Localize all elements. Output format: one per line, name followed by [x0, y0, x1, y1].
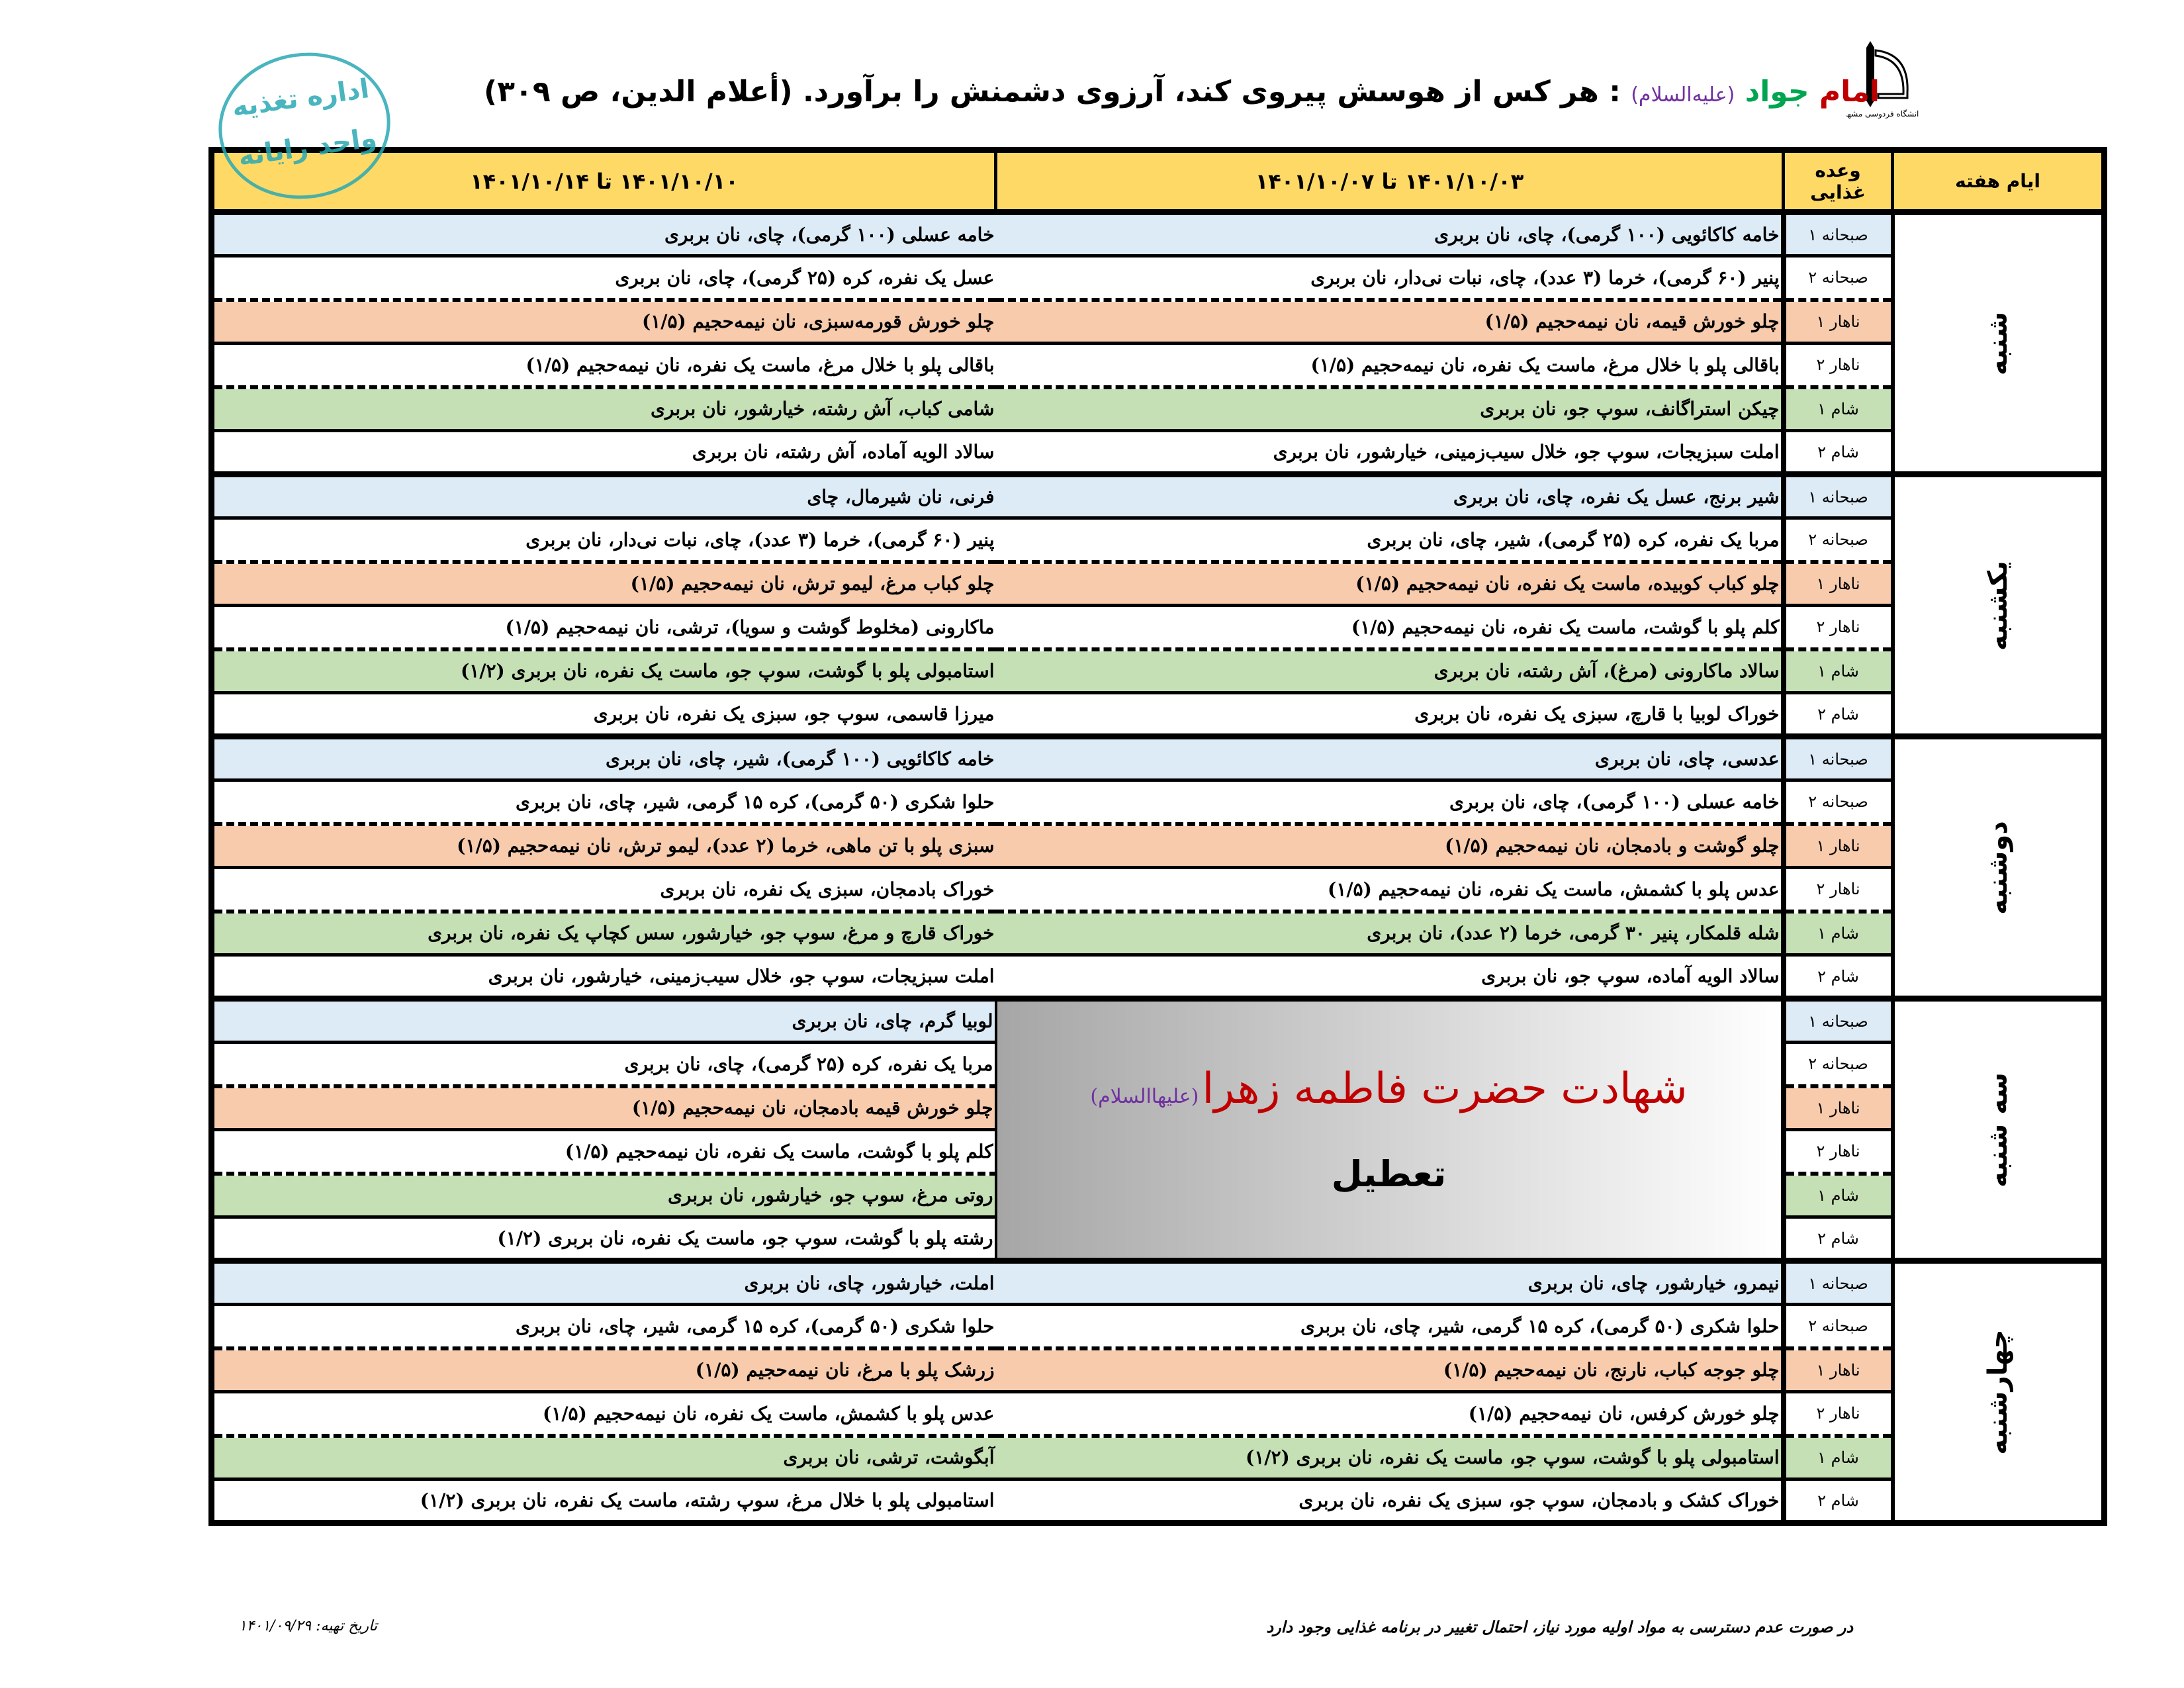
honorific-icon: (علیها‌السلام)	[1090, 1085, 1199, 1108]
menu-cell-week2: ماکارونی (مخلوط گوشت و سویا)، ترشی، نان نیمه‌حجیم (۱/۵)	[212, 606, 996, 649]
menu-cell-week2: خوراک بادمجان، سبزی یک نفره، نان بربری	[212, 868, 996, 912]
menu-cell-week2: مربا یک نفره، کره (۲۵ گرمی)، چای، نان بربری	[212, 1043, 996, 1086]
day-label	[1893, 212, 2105, 475]
imam-label: امام	[1819, 75, 1880, 109]
menu-body	[212, 212, 2105, 1523]
menu-cell-week2: عدس پلو با کشمش، ماست یک نفره، نان نیمه‌حجیم (۱/۵)	[212, 1392, 996, 1436]
meal-row	[212, 1479, 2105, 1523]
meal-label: صبحانه ۱	[1784, 1261, 1893, 1305]
meal-row	[212, 300, 2105, 344]
menu-cell-week1: چلو گوشت و بادمجان، نان نیمه‌حجیم (۱/۵)	[996, 824, 1784, 868]
meal-row	[212, 999, 2105, 1043]
weekly-menu-table	[208, 147, 2107, 1526]
menu-cell-week2: استامبولی پلو با خلال مرغ، سوپ رشته، ماست یک نفره، نان بربری (۱/۲)	[212, 1479, 996, 1523]
menu-cell-week1: خامه کاکائویی (۱۰۰ گرمی)، چای، نان بربری	[996, 212, 1784, 256]
meal-label: ناهار ۲	[1784, 1392, 1893, 1436]
meal-row	[212, 824, 2105, 868]
day-name: شنبه	[1982, 311, 2013, 375]
meal-row	[212, 912, 2105, 955]
day-label	[1893, 1261, 2105, 1523]
menu-cell-week2: عسل یک نفره، کره (۲۵ گرمی)، چای، نان بربری	[212, 256, 996, 300]
meal-label: ناهار ۱	[1784, 562, 1893, 606]
menu-cell-week1: چلو خورش قیمه، نان نیمه‌حجیم (۱/۵)	[996, 300, 1784, 344]
prepared-date: تاریخ تهیه: ۱۴۰۱/۰۹/۲۹	[238, 1618, 377, 1634]
menu-cell-week2: روتی مرغ، سوپ جو، خیارشور، نان بربری	[212, 1174, 996, 1217]
meal-row	[212, 649, 2105, 693]
meal-row	[212, 562, 2105, 606]
meal-label: ناهار ۲	[1784, 606, 1893, 649]
meal-label: صبحانه ۱	[1784, 737, 1893, 780]
footer-note: در صورت عدم دسترسی به مواد اولیه مورد نیاز، احتمال تغییر در برنامه غذایی وجود دارد	[1266, 1618, 1853, 1636]
meal-label: ناهار ۱	[1784, 1348, 1893, 1392]
holiday-block	[996, 999, 1784, 1261]
meal-row	[212, 475, 2105, 518]
menu-cell-week2: سبزی پلو با تن ماهی، خرما (۲ عدد)، لیمو ترش، نان نیمه‌حجیم (۱/۵)	[212, 824, 996, 868]
meal-label: صبحانه ۱	[1784, 999, 1893, 1043]
menu-cell-week1: شیر برنج، عسل یک نفره، چای، نان بربری	[996, 475, 1784, 518]
meal-row	[212, 737, 2105, 780]
meal-label: شام ۱	[1784, 649, 1893, 693]
menu-cell-week1: خوراک لوبیا با قارچ، سبزی یک نفره، نان بربری	[996, 693, 1784, 737]
meal-row	[212, 1392, 2105, 1436]
meal-label: شام ۱	[1784, 912, 1893, 955]
meal-label: شام ۲	[1784, 955, 1893, 999]
stamp-line-1: اداره تغذیه	[230, 73, 371, 123]
day-name: دوشنبه	[1982, 820, 2013, 915]
meal-row	[212, 212, 2105, 256]
meal-row	[212, 606, 2105, 649]
meal-row	[212, 955, 2105, 999]
menu-cell-week2: حلوا شکری (۵۰ گرمی)، کره ۱۵ گرمی، شیر، چای، نان بربری	[212, 780, 996, 824]
menu-cell-week2: پنیر (۶۰ گرمی)، خرما (۳ عدد)، چای، نبات نی‌دار، نان بربری	[212, 518, 996, 562]
menu-cell-week1: کلم پلو با گوشت، ماست یک نفره، نان نیمه‌حجیم (۱/۵)	[996, 606, 1784, 649]
meal-label: شام ۱	[1784, 1436, 1893, 1479]
menu-cell-week2: سالاد الویه آماده، آش رشته، نان بربری	[212, 431, 996, 475]
meal-row	[212, 1261, 2105, 1305]
day-name: یکشنبه	[1982, 560, 2013, 651]
menu-cell-week1: عدسی، چای، نان بربری	[996, 737, 1784, 780]
menu-cell-week2: املت، خیارشور، چای، نان بربری	[212, 1261, 996, 1305]
holiday-status: تعطیل	[1331, 1153, 1447, 1195]
menu-cell-week2: آبگوشت، ترشی، نان بربری	[212, 1436, 996, 1479]
menu-cell-week1: عدس پلو با کشمش، ماست یک نفره، نان نیمه‌حجیم (۱/۵)	[996, 868, 1784, 912]
menu-cell-week1: املت سبزیجات، سوپ جو، خلال سیب‌زمینی، خیارشور، نان بربری	[996, 431, 1784, 475]
menu-cell-week1: سالاد ماکارونی (مرغ)، آش رشته، نان بربری	[996, 649, 1784, 693]
menu-cell-week2: کلم پلو با گوشت، ماست یک نفره، نان نیمه‌حجیم (۱/۵)	[212, 1130, 996, 1174]
meal-label: شام ۲	[1784, 693, 1893, 737]
holiday-title: شهادت حضرت فاطمه زهرا	[1202, 1064, 1688, 1113]
meal-row	[212, 1348, 2105, 1392]
svg-text:دانشگاه فردوسی مشهد: دانشگاه فردوسی مشهد	[1846, 109, 1919, 118]
menu-cell-week2: خامه عسلی (۱۰۰ گرمی)، چای، نان بربری	[212, 212, 996, 256]
menu-cell-week2: زرشک پلو با مرغ، نان نیمه‌حجیم (۱/۵)	[212, 1348, 996, 1392]
honorific-icon: (علیه‌السلام)	[1631, 83, 1735, 107]
header-meal: وعده غذایی	[1784, 150, 1893, 212]
day-label	[1893, 475, 2105, 737]
menu-cell-week2: چلو خورش قیمه بادمجان، نان نیمه‌حجیم (۱/۵)	[212, 1086, 996, 1130]
meal-label: صبحانه ۲	[1784, 518, 1893, 562]
header-days: ایام هفته	[1893, 150, 2105, 212]
menu-cell-week2: خوراک قارچ و مرغ، سوپ جو، خیارشور، سس کچاپ یک نفره، نان بربری	[212, 912, 996, 955]
header-week1: ۱۴۰۱/۱۰/۰۳ تا ۱۴۰۱/۱۰/۰۷	[996, 150, 1784, 212]
menu-cell-week1: شله قلمکار، پنیر ۳۰ گرمی، خرما (۲ عدد)، نان بربری	[996, 912, 1784, 955]
menu-cell-week2: چلو خورش قورمه‌سبزی، نان نیمه‌حجیم (۱/۵)	[212, 300, 996, 344]
menu-cell-week1: چلو جوجه کباب، نارنج، نان نیمه‌حجیم (۱/۵)	[996, 1348, 1784, 1392]
meal-label: صبحانه ۲	[1784, 256, 1893, 300]
meal-row	[212, 1305, 2105, 1348]
menu-cell-week2: لوبیا گرم، چای، نان بربری	[212, 999, 996, 1043]
meal-label: صبحانه ۲	[1784, 1305, 1893, 1348]
meal-label: ناهار ۱	[1784, 824, 1893, 868]
header-week2: ۱۴۰۱/۱۰/۱۰ تا ۱۴۰۱/۱۰/۱۴	[212, 150, 996, 212]
day-label	[1893, 737, 2105, 999]
day-label	[1893, 999, 2105, 1261]
meal-label: شام ۱	[1784, 1174, 1893, 1217]
menu-cell-week2: استامبولی پلو با گوشت، سوپ جو، ماست یک نفره، نان بربری (۱/۲)	[212, 649, 996, 693]
meal-label: ناهار ۲	[1784, 344, 1893, 387]
day-name: سه شنبه	[1982, 1072, 2013, 1188]
meal-label: ناهار ۱	[1784, 1086, 1893, 1130]
menu-cell-week2: رشته پلو با گوشت، سوپ جو، ماست یک نفره، نان بربری (۱/۲)	[212, 1217, 996, 1261]
meal-row	[212, 1436, 2105, 1479]
meal-row	[212, 387, 2105, 431]
menu-cell-week1: مربا یک نفره، کره (۲۵ گرمی)، شیر، چای، نان بربری	[996, 518, 1784, 562]
quote-text: : هر کس از هوسش پیروی کند، آرزوی دشمنش را برآورد. (أعلام الدین، ص ۳۰۹)	[484, 75, 1621, 109]
menu-cell-week1: خوراک کشک و بادمجان، سوپ جو، سبزی یک نفره، نان بربری	[996, 1479, 1784, 1523]
meal-row	[212, 256, 2105, 300]
meal-label: صبحانه ۲	[1784, 1043, 1893, 1086]
imam-name: جواد	[1745, 75, 1809, 109]
menu-cell-week1: پنیر (۶۰ گرمی)، خرما (۳ عدد)، چای، نبات نی‌دار، نان بربری	[996, 256, 1784, 300]
menu-cell-week2: میرزا قاسمی، سوپ جو، سبزی یک نفره، نان بربری	[212, 693, 996, 737]
meal-label: ناهار ۱	[1784, 300, 1893, 344]
meal-label: صبحانه ۱	[1784, 212, 1893, 256]
meal-row	[212, 780, 2105, 824]
menu-cell-week2: حلوا شکری (۵۰ گرمی)، کره ۱۵ گرمی، شیر، چای، نان بربری	[212, 1305, 996, 1348]
table-header-row	[212, 150, 2105, 212]
menu-cell-week1: نیمرو، خیارشور، چای، نان بربری	[996, 1261, 1784, 1305]
menu-cell-week1: چلو خورش کرفس، نان نیمه‌حجیم (۱/۵)	[996, 1392, 1784, 1436]
meal-label: صبحانه ۱	[1784, 475, 1893, 518]
meal-label: صبحانه ۲	[1784, 780, 1893, 824]
meal-row	[212, 518, 2105, 562]
day-name: چهارشنبه	[1982, 1329, 2013, 1455]
meal-label: شام ۲	[1784, 1479, 1893, 1523]
menu-cell-week1: باقالی پلو با خلال مرغ، ماست یک نفره، نان نیمه‌حجیم (۱/۵)	[996, 344, 1784, 387]
meal-row	[212, 693, 2105, 737]
menu-cell-week2: شامی کباب، آش رشته، خیارشور، نان بربری	[212, 387, 996, 431]
menu-cell-week1: حلوا شکری (۵۰ گرمی)، کره ۱۵ گرمی، شیر، چای، نان بربری	[996, 1305, 1784, 1348]
menu-cell-week2: خامه کاکائویی (۱۰۰ گرمی)، شیر، چای، نان بربری	[212, 737, 996, 780]
meal-label: ناهار ۲	[1784, 868, 1893, 912]
header-quote	[484, 69, 1880, 115]
menu-cell-week2: املت سبزیجات، سوپ جو، خلال سیب‌زمینی، خیارشور، نان بربری	[212, 955, 996, 999]
meal-label: شام ۲	[1784, 1217, 1893, 1261]
menu-cell-week2: فرنی، نان شیرمال، چای	[212, 475, 996, 518]
meal-row	[212, 344, 2105, 387]
menu-cell-week1: چیکن استراگانف، سوپ جو، نان بربری	[996, 387, 1784, 431]
meal-label: شام ۲	[1784, 431, 1893, 475]
meal-label: ناهار ۲	[1784, 1130, 1893, 1174]
meal-row	[212, 431, 2105, 475]
meal-row	[212, 868, 2105, 912]
menu-cell-week1: چلو کباب کوبیده، ماست یک نفره، نان نیمه‌حجیم (۱/۵)	[996, 562, 1784, 606]
menu-cell-week2: چلو کباب مرغ، لیمو ترش، نان نیمه‌حجیم (۱/۵)	[212, 562, 996, 606]
stamp-line-2: واحد رایانه	[236, 122, 379, 173]
meal-label: شام ۱	[1784, 387, 1893, 431]
menu-cell-week1: سالاد الویه آماده، سوپ جو، نان بربری	[996, 955, 1784, 999]
menu-cell-week2: باقالی پلو با خلال مرغ، ماست یک نفره، نان نیمه‌حجیم (۱/۵)	[212, 344, 996, 387]
menu-cell-week1: استامبولی پلو با گوشت، سوپ جو، ماست یک نفره، نان بربری (۱/۲)	[996, 1436, 1784, 1479]
menu-cell-week1: خامه عسلی (۱۰۰ گرمی)، چای، نان بربری	[996, 780, 1784, 824]
